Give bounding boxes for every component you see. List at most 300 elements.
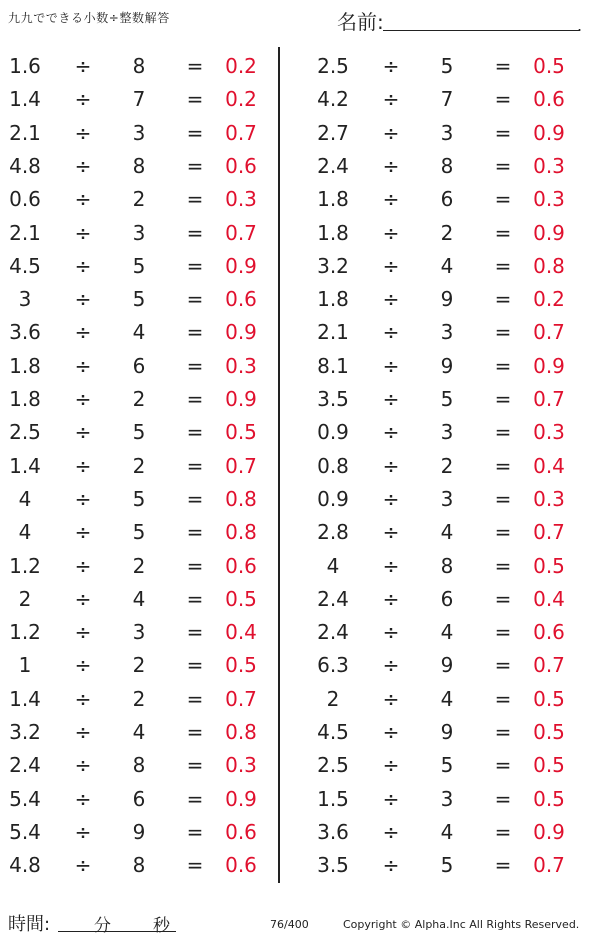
problem-answer: 0.6: [225, 153, 257, 178]
problem-answer: 0.9: [225, 387, 257, 411]
problem-operator: ÷: [382, 819, 400, 844]
problem-answer: 0.2: [533, 287, 565, 312]
problem-operator: ÷: [382, 220, 400, 245]
problem-equals: =: [494, 387, 512, 411]
problem-row: [5, 550, 285, 583]
problem-dividend: 1.2: [9, 553, 41, 578]
problem-divisor: 2: [132, 653, 146, 678]
problem-operator: ÷: [74, 387, 92, 411]
problem-equals: =: [494, 586, 512, 611]
problem-divisor: 6: [132, 353, 146, 378]
problem-equals: =: [494, 120, 512, 145]
problem-divisor: 5: [132, 287, 146, 312]
seconds-label: 秒: [153, 916, 170, 936]
problem-operator: ÷: [382, 620, 400, 645]
problem-row: [5, 83, 285, 116]
problem-answer: 0.9: [225, 786, 257, 811]
problem-answer: 0.6: [533, 620, 565, 645]
problem-answer: 0.6: [533, 87, 565, 112]
name-label: 名前:: [337, 10, 384, 34]
worksheet-title: 九九でできる小数÷整数解答: [8, 11, 170, 25]
problem-divisor: 2: [132, 187, 146, 212]
problem-dividend: 1.8: [9, 387, 41, 411]
problem-dividend: 2: [18, 586, 32, 611]
problem-answer: 0.7: [225, 453, 257, 478]
problem-dividend: 1: [18, 653, 32, 678]
problem-answer: 0.7: [533, 853, 565, 878]
problem-row: [313, 450, 593, 483]
problem-dividend: 3.5: [317, 853, 349, 878]
problem-divisor: 9: [440, 353, 454, 378]
problem-row: [313, 683, 593, 716]
problem-operator: ÷: [382, 54, 400, 78]
problem-divisor: 4: [440, 253, 454, 278]
problem-dividend: 2: [326, 686, 340, 711]
problem-row: [313, 283, 593, 316]
problem-dividend: 4.5: [317, 720, 349, 744]
problem-row: [313, 783, 593, 816]
problem-dividend: 4.8: [9, 853, 41, 878]
problem-row: [5, 483, 285, 516]
problem-operator: ÷: [382, 653, 400, 678]
problem-equals: =: [494, 753, 512, 778]
problem-operator: ÷: [74, 220, 92, 245]
problem-divisor: 4: [440, 520, 454, 545]
problem-answer: 0.9: [533, 353, 565, 378]
problem-equals: =: [186, 54, 204, 78]
problem-answer: 0.7: [225, 686, 257, 711]
problem-dividend: 3.5: [317, 387, 349, 411]
problem-equals: =: [186, 220, 204, 245]
problem-answer: 0.3: [533, 420, 565, 445]
problem-dividend: 0.6: [9, 187, 41, 212]
problem-answer: 0.4: [225, 620, 257, 645]
page-number: 76/400: [270, 918, 309, 931]
problem-divisor: 5: [440, 54, 454, 78]
problem-answer: 0.7: [533, 387, 565, 411]
problem-divisor: 8: [440, 553, 454, 578]
problem-answer: 0.8: [225, 520, 257, 545]
problem-answer: 0.5: [225, 586, 257, 611]
problem-row: [5, 749, 285, 782]
problem-row: [5, 516, 285, 549]
problem-row: [5, 416, 285, 449]
problem-answer: 0.8: [225, 486, 257, 511]
problem-answer: 0.5: [225, 653, 257, 678]
problem-row: [313, 183, 593, 216]
problem-dividend: 1.4: [9, 87, 41, 112]
problem-equals: =: [186, 720, 204, 744]
problem-row: [313, 849, 593, 882]
problem-divisor: 5: [440, 753, 454, 778]
problem-row: [313, 117, 593, 150]
problem-operator: ÷: [382, 486, 400, 511]
problem-divisor: 2: [132, 686, 146, 711]
problem-dividend: 0.9: [317, 486, 349, 511]
problem-row: [5, 117, 285, 150]
problem-divisor: 5: [132, 253, 146, 278]
problem-answer: 0.9: [533, 120, 565, 145]
problem-answer: 0.5: [533, 54, 565, 78]
problem-answer: 0.8: [225, 720, 257, 744]
problem-operator: ÷: [74, 653, 92, 678]
problem-equals: =: [186, 819, 204, 844]
problem-dividend: 0.9: [317, 420, 349, 445]
problem-equals: =: [186, 253, 204, 278]
problem-row: [313, 150, 593, 183]
problem-operator: ÷: [74, 786, 92, 811]
problem-equals: =: [494, 420, 512, 445]
problem-divisor: 4: [132, 586, 146, 611]
problem-equals: =: [186, 586, 204, 611]
problem-operator: ÷: [382, 320, 400, 345]
problem-dividend: 2.7: [317, 120, 349, 145]
problem-divisor: 9: [440, 287, 454, 312]
problem-divisor: 3: [132, 220, 146, 245]
problem-divisor: 8: [132, 753, 146, 778]
problem-dividend: 3.2: [9, 720, 41, 744]
problem-dividend: 1.8: [317, 187, 349, 212]
problem-answer: 0.5: [533, 753, 565, 778]
problem-row: [313, 716, 593, 749]
problem-answer: 0.3: [225, 753, 257, 778]
problem-divisor: 7: [440, 87, 454, 112]
problem-equals: =: [494, 486, 512, 511]
problem-divisor: 5: [132, 420, 146, 445]
problem-row: [5, 783, 285, 816]
problem-row: [313, 516, 593, 549]
problem-row: [5, 383, 285, 416]
problem-dividend: 0.8: [317, 453, 349, 478]
problem-row: [5, 583, 285, 616]
problem-divisor: 6: [440, 586, 454, 611]
problem-divisor: 3: [440, 786, 454, 811]
problem-dividend: 1.4: [9, 686, 41, 711]
problem-answer: 0.2: [225, 87, 257, 112]
problem-divisor: 3: [440, 486, 454, 511]
problem-answer: 0.9: [533, 819, 565, 844]
problem-dividend: 4: [18, 486, 32, 511]
problem-equals: =: [494, 653, 512, 678]
problem-answer: 0.3: [533, 187, 565, 212]
problem-dividend: 1.5: [317, 786, 349, 811]
problem-operator: ÷: [382, 253, 400, 278]
problem-divisor: 6: [440, 187, 454, 212]
problem-divisor: 4: [440, 620, 454, 645]
problem-operator: ÷: [382, 353, 400, 378]
problem-answer: 0.9: [225, 253, 257, 278]
problem-operator: ÷: [74, 720, 92, 744]
problem-divisor: 4: [132, 320, 146, 345]
problem-operator: ÷: [382, 686, 400, 711]
problem-row: [313, 316, 593, 349]
problem-row: [313, 83, 593, 116]
problem-operator: ÷: [74, 420, 92, 445]
problem-dividend: 1.4: [9, 453, 41, 478]
problem-divisor: 8: [440, 153, 454, 178]
problem-row: [5, 649, 285, 682]
problem-dividend: 4.8: [9, 153, 41, 178]
problem-dividend: 8.1: [317, 353, 349, 378]
problem-dividend: 4: [326, 553, 340, 578]
problem-answer: 0.9: [225, 320, 257, 345]
problem-equals: =: [186, 453, 204, 478]
problem-dividend: 1.8: [317, 287, 349, 312]
problem-equals: =: [186, 553, 204, 578]
problem-row: [5, 816, 285, 849]
problem-answer: 0.5: [533, 553, 565, 578]
problem-row: [5, 283, 285, 316]
problem-answer: 0.4: [533, 453, 565, 478]
problem-operator: ÷: [74, 620, 92, 645]
problem-answer: 0.5: [533, 786, 565, 811]
problem-equals: =: [186, 187, 204, 212]
problem-row: [5, 683, 285, 716]
problem-dividend: 2.1: [9, 120, 41, 145]
problem-divisor: 3: [132, 120, 146, 145]
problem-equals: =: [494, 819, 512, 844]
problem-answer: 0.5: [533, 686, 565, 711]
problem-operator: ÷: [74, 253, 92, 278]
problem-operator: ÷: [74, 287, 92, 312]
problem-operator: ÷: [74, 353, 92, 378]
problem-dividend: 3: [18, 287, 32, 312]
problem-row: [5, 183, 285, 216]
problem-divisor: 8: [132, 54, 146, 78]
problem-dividend: 3.6: [317, 819, 349, 844]
problem-operator: ÷: [74, 686, 92, 711]
problem-operator: ÷: [382, 153, 400, 178]
problem-answer: 0.3: [225, 353, 257, 378]
problem-equals: =: [186, 853, 204, 878]
problem-row: [313, 749, 593, 782]
problem-operator: ÷: [74, 153, 92, 178]
problem-equals: =: [494, 720, 512, 744]
problem-dividend: 4.2: [317, 87, 349, 112]
problem-operator: ÷: [382, 720, 400, 744]
problem-dividend: 5.4: [9, 819, 41, 844]
problem-equals: =: [186, 320, 204, 345]
problem-operator: ÷: [382, 453, 400, 478]
problem-divisor: 6: [132, 786, 146, 811]
problem-equals: =: [186, 486, 204, 511]
problem-operator: ÷: [74, 453, 92, 478]
problem-equals: =: [494, 87, 512, 112]
problem-operator: ÷: [382, 287, 400, 312]
problem-answer: 0.7: [225, 220, 257, 245]
problem-row: [313, 50, 593, 83]
problem-operator: ÷: [382, 387, 400, 411]
problem-dividend: 5.4: [9, 786, 41, 811]
problem-equals: =: [186, 420, 204, 445]
problem-operator: ÷: [382, 187, 400, 212]
problem-answer: 0.7: [533, 653, 565, 678]
problem-answer: 0.7: [533, 520, 565, 545]
problem-dividend: 3.2: [317, 253, 349, 278]
problem-equals: =: [186, 686, 204, 711]
problem-row: [5, 849, 285, 882]
problem-divisor: 3: [440, 120, 454, 145]
problem-row: [313, 217, 593, 250]
problem-answer: 0.3: [533, 153, 565, 178]
problem-dividend: 2.5: [317, 54, 349, 78]
problem-equals: =: [494, 320, 512, 345]
problem-equals: =: [494, 853, 512, 878]
problem-row: [313, 816, 593, 849]
problem-divisor: 9: [440, 720, 454, 744]
problem-row: [313, 550, 593, 583]
problem-divisor: 5: [132, 520, 146, 545]
problem-row: [5, 316, 285, 349]
minutes-label: 分: [94, 916, 111, 936]
problem-divisor: 5: [132, 486, 146, 511]
problem-operator: ÷: [382, 786, 400, 811]
problem-divisor: 8: [132, 153, 146, 178]
problem-dividend: 2.1: [9, 220, 41, 245]
problem-divisor: 2: [440, 453, 454, 478]
problem-row: [313, 583, 593, 616]
problem-row: [5, 716, 285, 749]
problem-operator: ÷: [74, 753, 92, 778]
problem-equals: =: [186, 520, 204, 545]
problem-equals: =: [186, 153, 204, 178]
problem-divisor: 3: [440, 420, 454, 445]
problem-divisor: 4: [132, 720, 146, 744]
problem-equals: =: [494, 520, 512, 545]
problem-divisor: 5: [440, 387, 454, 411]
problem-equals: =: [494, 553, 512, 578]
problem-equals: =: [494, 453, 512, 478]
problem-dividend: 1.2: [9, 620, 41, 645]
problem-equals: =: [494, 786, 512, 811]
problem-dividend: 2.4: [317, 153, 349, 178]
problem-operator: ÷: [382, 120, 400, 145]
problem-operator: ÷: [74, 54, 92, 78]
problem-equals: =: [186, 120, 204, 145]
problem-row: [5, 150, 285, 183]
problem-equals: =: [494, 220, 512, 245]
problem-divisor: 9: [440, 653, 454, 678]
problem-equals: =: [186, 786, 204, 811]
problem-operator: ÷: [74, 586, 92, 611]
problem-equals: =: [494, 153, 512, 178]
problem-operator: ÷: [382, 420, 400, 445]
problem-row: [313, 649, 593, 682]
problem-row: [313, 383, 593, 416]
problem-row: [5, 350, 285, 383]
time-label: 時間:: [8, 914, 51, 935]
copyright-notice: Copyright © Alpha.Inc All Rights Reserved.: [343, 918, 580, 931]
problem-answer: 0.3: [533, 486, 565, 511]
problem-dividend: 2.1: [317, 320, 349, 345]
problem-equals: =: [186, 287, 204, 312]
problem-equals: =: [494, 686, 512, 711]
problem-dividend: 2.4: [317, 586, 349, 611]
problem-equals: =: [186, 753, 204, 778]
problem-divisor: 3: [132, 620, 146, 645]
problem-operator: ÷: [382, 553, 400, 578]
problem-operator: ÷: [74, 87, 92, 112]
problem-dividend: 3.6: [9, 320, 41, 345]
problem-equals: =: [494, 54, 512, 78]
time-field: [8, 910, 178, 934]
problem-answer: 0.5: [533, 720, 565, 744]
name-end-mark: .: [577, 16, 583, 35]
problem-equals: =: [494, 187, 512, 212]
problem-answer: 0.2: [225, 54, 257, 78]
problem-equals: =: [494, 353, 512, 378]
problem-equals: =: [494, 287, 512, 312]
problem-divisor: 3: [440, 320, 454, 345]
problem-row: [313, 350, 593, 383]
problem-answer: 0.9: [533, 220, 565, 245]
problem-row: [313, 616, 593, 649]
problem-equals: =: [494, 253, 512, 278]
problem-row: [5, 50, 285, 83]
problem-operator: ÷: [74, 520, 92, 545]
problem-dividend: 2.4: [317, 620, 349, 645]
problem-divisor: 4: [440, 819, 454, 844]
problem-answer: 0.6: [225, 287, 257, 312]
problem-row: [5, 250, 285, 283]
problem-dividend: 2.5: [317, 753, 349, 778]
problem-dividend: 1.8: [317, 220, 349, 245]
problem-dividend: 4.5: [9, 253, 41, 278]
problem-answer: 0.7: [533, 320, 565, 345]
problem-divisor: 9: [132, 819, 146, 844]
problem-operator: ÷: [382, 87, 400, 112]
problem-operator: ÷: [382, 586, 400, 611]
problem-operator: ÷: [382, 853, 400, 878]
problem-divisor: 7: [132, 87, 146, 112]
problem-answer: 0.6: [225, 819, 257, 844]
problem-answer: 0.5: [225, 420, 257, 445]
problem-operator: ÷: [74, 486, 92, 511]
problem-answer: 0.3: [225, 187, 257, 212]
problem-divisor: 2: [132, 387, 146, 411]
problem-answer: 0.4: [533, 586, 565, 611]
problem-operator: ÷: [74, 320, 92, 345]
problem-dividend: 6.3: [317, 653, 349, 678]
problem-row: [5, 217, 285, 250]
problem-dividend: 4: [18, 520, 32, 545]
problem-row: [313, 416, 593, 449]
problem-equals: =: [186, 353, 204, 378]
problem-equals: =: [494, 620, 512, 645]
problem-row: [313, 483, 593, 516]
problem-row: [5, 616, 285, 649]
problem-equals: =: [186, 620, 204, 645]
problem-dividend: 2.5: [9, 420, 41, 445]
problem-divisor: 2: [132, 453, 146, 478]
problem-divisor: 2: [440, 220, 454, 245]
problem-divisor: 2: [132, 553, 146, 578]
problem-divisor: 4: [440, 686, 454, 711]
problem-equals: =: [186, 653, 204, 678]
problem-answer: 0.6: [225, 853, 257, 878]
problem-divisor: 8: [132, 853, 146, 878]
problem-operator: ÷: [74, 553, 92, 578]
problem-answer: 0.8: [533, 253, 565, 278]
problem-operator: ÷: [382, 520, 400, 545]
problem-operator: ÷: [74, 120, 92, 145]
problem-row: [5, 450, 285, 483]
problem-operator: ÷: [382, 753, 400, 778]
problem-answer: 0.7: [225, 120, 257, 145]
problem-operator: ÷: [74, 187, 92, 212]
problem-divisor: 5: [440, 853, 454, 878]
problem-row: [313, 250, 593, 283]
